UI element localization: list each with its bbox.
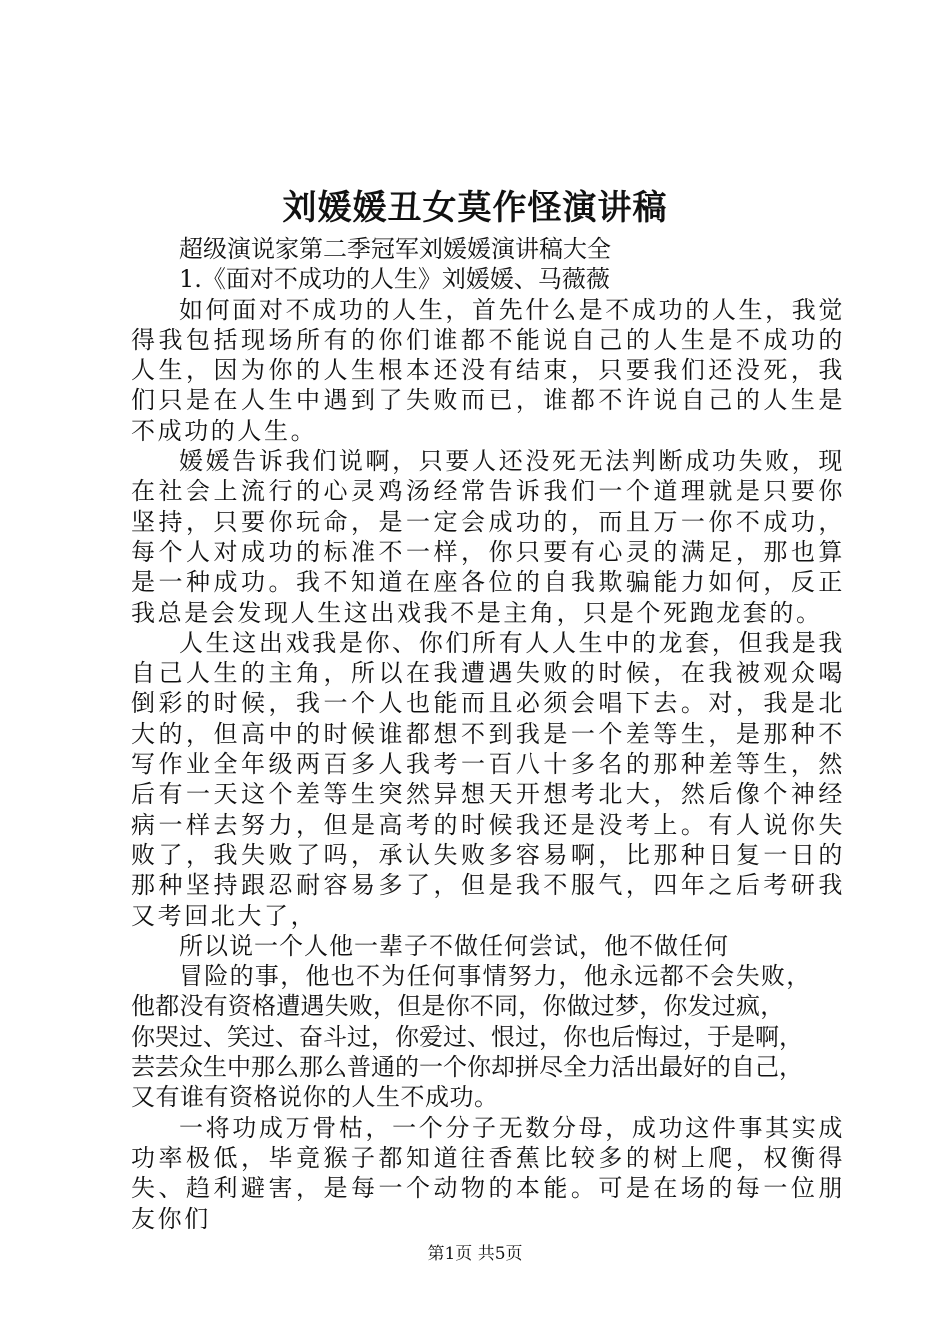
subtitle-line: 超级演说家第二季冠军刘媛媛演讲稿大全 [179,235,611,263]
document-body [131,234,845,1234]
paragraph-4-line-1: 冒险的事，他也不为任何事情努力，他永远都不会失败， [179,962,812,991]
paragraph-short-line: 所以说一个人他一辈子不做任何尝试，他不做任何 [179,931,729,960]
paragraph-5: 一将功成万骨枯，一个分子无数分母，成功这件事其实成功率极低，毕竟猴子都知道往香蕉比较多的树上爬，权衡得失、趋利避害，是每一个动物的本能。可是在场的每一位朋友你们 [131,1113,845,1233]
page-footer: 第1页 共5页 [427,1244,523,1264]
paragraph-4-line-2: 他都没有资格遭遇失败，但是你不同，你做过梦，你发过疯， [131,992,785,1021]
section-heading: 1.《面对不成功的人生》刘媛媛、马薇薇 [179,265,610,294]
paragraph-4-line-5: 又有谁有资格说你的人生不成功。 [131,1083,499,1112]
paragraph-1: 如何面对不成功的人生，首先什么是不成功的人生，我觉得我包括现场所有的你们谁都不能说自己的人生是不成功的人生，因为你的人生根本还没有结束，只要我们还没死，我们只是在人生中遇到了失败而已，谁都不许说自己的人生是不成功的人生。 [131,295,845,445]
paragraph-3: 人生这出戏我是你、你们所有人人生中的龙套，但我是我自己人生的主角，所以在我遭遇失败的时候，在我被观众喝倒彩的时候，我一个人也能而且必须会唱下去。对，我是北大的，但高中的时候谁都想不到我是一个差等生，是那种不写作业全年级两百多人我考一百八十多名的那种差等生，然后有一天这个差等生突然异想天开想考北大，然后像个神经病一样去努力，但是高考的时候我还是没考上。有人说你失败了，我失败了吗，承认失败多容易啊，比那种日复一日的那种坚持跟忍耐容易多了，但是我不服气，四年之后考研我又考回北大了， [131,628,845,930]
document-title: 刘媛媛丑女莫作怪演讲稿 [282,188,668,228]
paragraph-4-line-4: 芸芸众生中那么那么普通的一个你却拼尽全力活出最好的自己， [131,1053,803,1082]
paragraph-2: 媛媛告诉我们说啊，只要人还没死无法判断成功失败，现在社会上流行的心灵鸡汤经常告诉我们一个道理就是只要你坚持，只要你玩命，是一定会成功的，而且万一你不成功，每个人对成功的标准不一样，你只要有心灵的满足，那也算是一种成功。我不知道在座各位的自我欺骗能力如何，反正我总是会发现人生这出戏我不是主角，只是个死跑龙套的。 [131,447,845,627]
paragraph-4-line-3: 你哭过、笑过、奋斗过，你爱过、恨过，你也后悔过，于是啊， [131,1022,803,1051]
